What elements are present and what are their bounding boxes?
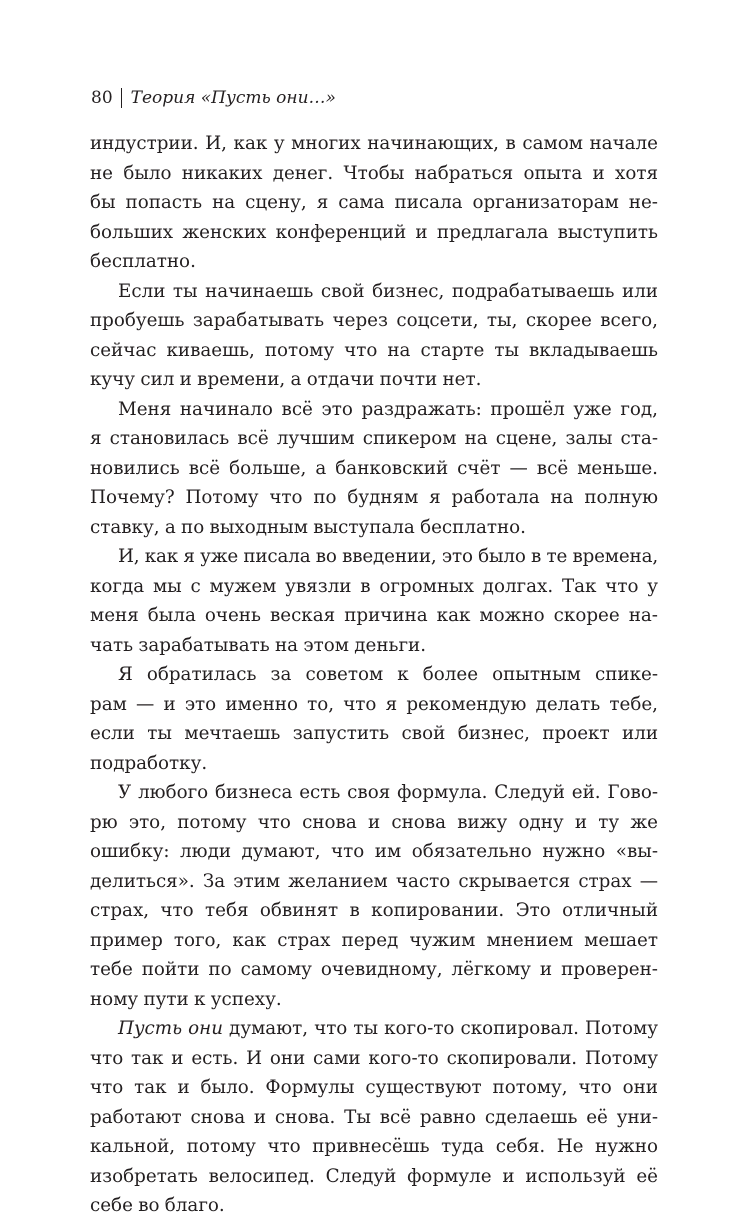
paragraph-2 bbox=[90, 277, 658, 395]
text-line: не было никаких денег. Чтобы набраться опыта и хотя bbox=[90, 162, 658, 184]
text-line: ошибку: люди думают, что им обязательно нужно «вы- bbox=[90, 841, 658, 862]
text-line: что так и есть. И они сами кого-то скопировали. Потому bbox=[90, 1047, 658, 1069]
text-line: У любого бизнеса есть своя формула. Следуй ей. Гово- bbox=[118, 782, 658, 803]
text-line: Если ты начинаешь свой бизнес, подрабатываешь или bbox=[118, 280, 658, 302]
text-line: если ты мечтаешь запустить свой бизнес, проект или bbox=[90, 723, 658, 744]
text-line: ному пути к успеху. bbox=[90, 988, 282, 1010]
book-title: Теория «Пусть они…» bbox=[130, 88, 336, 108]
text-line: меня была очень веская причина как можно скорее на- bbox=[90, 605, 658, 626]
text-line: себе во благо. bbox=[90, 1195, 225, 1216]
text-line: И, как я уже писала во введении, это было в те времена, bbox=[118, 546, 658, 567]
text-line: что так и было. Формулы существуют потому, что они bbox=[90, 1077, 658, 1098]
text-line: новились всё больше, а банковский счёт — всё меньше. bbox=[90, 457, 658, 479]
text-line: тебе пойти по самому очевидному, лёгкому и проверен- bbox=[90, 959, 658, 980]
text-line: больших женских конференций и предлагала выступить bbox=[90, 221, 658, 243]
text-line: когда мы с мужем увязли в огромных долгах. Так что у bbox=[90, 575, 658, 597]
text-line: пример того, как страх перед чужим мнением мешает bbox=[90, 929, 658, 951]
text-line: рю это, потому что снова и снова вижу одну и ту же bbox=[90, 811, 658, 833]
text-fragment: думают, что ты кого-то скопировал. Потому bbox=[222, 1018, 658, 1039]
text-line: бесплатно. bbox=[90, 251, 196, 272]
text-line: страх, что тебя обвинят в копировании. Это отличный bbox=[90, 900, 658, 921]
paragraph-5 bbox=[90, 660, 658, 778]
text-line: рам — и это именно то, что я рекомендую делать тебе, bbox=[90, 693, 658, 715]
running-head bbox=[91, 86, 336, 110]
paragraph-4 bbox=[90, 542, 658, 660]
text-line: подработку. bbox=[90, 752, 208, 774]
paragraph-3 bbox=[90, 395, 658, 543]
text-line: чать зарабатывать на этом деньги. bbox=[90, 634, 427, 656]
text-line: делиться». За этим желанием часто скрывается страх — bbox=[90, 870, 658, 892]
text-line: кучу сил и времени, а отдачи почти нет. bbox=[90, 369, 482, 390]
paragraph-1 bbox=[90, 129, 658, 277]
italic-phrase: Пусть они bbox=[118, 1018, 223, 1039]
text-line: работают снова и снова. Ты всё равно сделаешь её уни- bbox=[90, 1106, 658, 1128]
text-line: индустрии. И, как у многих начинающих, в самом начале bbox=[90, 133, 658, 154]
text-line bbox=[90, 1014, 658, 1044]
text-line: изобретать велосипед. Следуй формуле и используй её bbox=[90, 1165, 658, 1187]
text-line: Меня начинало всё это раздражать: прошёл уже год, bbox=[118, 398, 658, 420]
page-number: 80 bbox=[91, 88, 113, 108]
paragraph-7 bbox=[90, 1014, 658, 1221]
text-line: сейчас киваешь, потому что на старте ты вкладываешь bbox=[90, 339, 658, 361]
text-line: Почему? Потому что по будням я работала на полную bbox=[90, 487, 658, 508]
body-text bbox=[90, 129, 658, 1221]
text-line: кальной, потому что привнесёшь туда себя. Не нужно bbox=[90, 1136, 658, 1157]
text-line: бы попасть на сцену, я сама писала организаторам не- bbox=[90, 192, 658, 213]
text-line: я становилась всё лучшим спикером на сцене, залы ста- bbox=[90, 428, 658, 449]
text-line: ставку, а по выходным выступала бесплатно. bbox=[90, 516, 526, 538]
text-line: пробуешь зарабатывать через соцсети, ты, скорее всего, bbox=[90, 310, 658, 331]
running-head-divider bbox=[121, 88, 122, 108]
paragraph-6 bbox=[90, 778, 658, 1014]
text-line: Я обратилась за советом к более опытным спике- bbox=[118, 664, 658, 685]
